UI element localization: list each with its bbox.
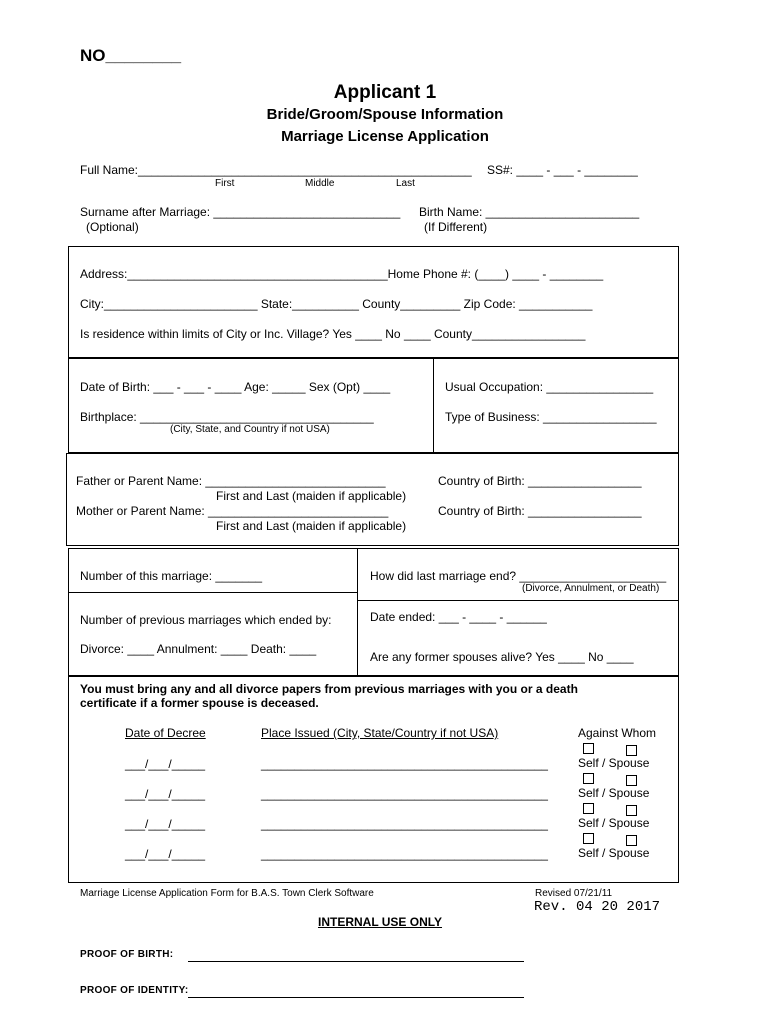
divorce-notice: You must bring any and all divorce papers from previous marriages with you or a death [80, 682, 578, 696]
spouse-checkbox[interactable] [626, 775, 637, 786]
ss-field[interactable]: SS#: ____ - ___ - ________ [487, 163, 638, 177]
self-spouse-label: Self / Spouse [578, 786, 650, 800]
self-checkbox[interactable] [583, 743, 594, 754]
residence-limits-field[interactable]: Is residence within limits of City or Inc. Village? Yes ____ No ____ County_________________ [80, 327, 586, 341]
city-field[interactable]: City:_______________________ State:__________ County_________ Zip Code: ___________ [80, 297, 593, 311]
place-issued-header: Place Issued (City, State/Country if not USA) [261, 726, 499, 740]
spouses-alive-field[interactable]: Are any former spouses alive? Yes ____ No ____ [370, 650, 634, 664]
marriage-row-divider-right [357, 600, 679, 601]
birthplace-field[interactable]: Birthplace: ___________________________________ [80, 410, 374, 424]
mother-note: First and Last (maiden if applicable) [216, 519, 407, 533]
ended-by-field[interactable]: Divorce: ____ Annulment: ____ Death: ____ [80, 642, 317, 656]
decree-date-field[interactable]: ___/___/_____ [125, 817, 206, 831]
decree-place-field[interactable]: ___________________________________________ [261, 787, 548, 801]
against-whom-header: Against Whom [578, 726, 657, 740]
self-checkbox[interactable] [583, 773, 594, 784]
birth-name-field[interactable]: Birth Name: _______________________ [419, 205, 640, 219]
decree-date-field[interactable]: ___/___/_____ [125, 787, 206, 801]
form-name: Marriage License Application Form for B.A.S. Town Clerk Software [80, 888, 374, 899]
self-checkbox[interactable] [583, 833, 594, 844]
revised-date: Revised 07/21/11 [535, 888, 613, 899]
last-label: Last [396, 178, 415, 189]
self-spouse-label: Self / Spouse [578, 756, 650, 770]
mother-country-field[interactable]: Country of Birth: _________________ [438, 504, 642, 518]
spouse-checkbox[interactable] [626, 805, 637, 816]
proof-of-identity-line[interactable] [188, 997, 524, 998]
decree-place-field[interactable]: ___________________________________________ [261, 817, 548, 831]
proof-of-identity-label: PROOF OF IDENTITY: [80, 985, 189, 996]
middle-label: Middle [305, 178, 335, 189]
self-checkbox[interactable] [583, 803, 594, 814]
page-subtitle: Bride/Groom/Spouse Information [266, 106, 504, 123]
if-different-label: (If Different) [424, 220, 488, 234]
father-country-field[interactable]: Country of Birth: _________________ [438, 474, 642, 488]
decree-place-field[interactable]: ___________________________________________ [261, 847, 548, 861]
father-field[interactable]: Father or Parent Name: ___________________________ [76, 474, 386, 488]
address-field[interactable]: Address:_______________________________________Home Phone #: (____) ____ - ________ [80, 267, 604, 281]
how-ended-field[interactable]: How did last marriage end? ______________________ [370, 569, 667, 583]
proof-of-birth-label: PROOF OF BIRTH: [80, 949, 174, 960]
rev-stamp: Rev. 04 20 2017 [534, 899, 661, 915]
first-label: First [215, 178, 235, 189]
birth-divider [433, 358, 434, 453]
dob-field[interactable]: Date of Birth: ___ - ___ - ____ Age: _____ Sex (Opt) ____ [80, 380, 391, 394]
occupation-field[interactable]: Usual Occupation: ________________ [445, 380, 654, 394]
internal-use-heading: INTERNAL USE ONLY [317, 915, 443, 929]
birthplace-note: (City, State, and Country if not USA) [170, 424, 330, 435]
optional-label: (Optional) [86, 220, 139, 234]
decree-date-field[interactable]: ___/___/_____ [125, 847, 206, 861]
date-of-decree-header: Date of Decree [125, 726, 206, 740]
spouse-checkbox[interactable] [626, 745, 637, 756]
decree-place-field[interactable]: ___________________________________________ [261, 757, 548, 771]
marriage-row-divider [68, 592, 357, 593]
spouse-checkbox[interactable] [626, 835, 637, 846]
previous-marriages-label: Number of previous marriages which ended by: [80, 613, 332, 627]
proof-of-birth-line[interactable] [188, 961, 524, 962]
birth-box [68, 358, 679, 453]
form-number: NO________ [80, 46, 182, 65]
self-spouse-label: Self / Spouse [578, 816, 650, 830]
page-title: Applicant 1 [333, 82, 437, 103]
divorce-notice-2: certificate if a former spouse is deceased. [80, 696, 319, 710]
marriage-divider [357, 548, 358, 676]
page-subtitle-2: Marriage License Application [281, 128, 489, 145]
how-ended-note: (Divorce, Annulment, or Death) [522, 583, 660, 594]
father-note: First and Last (maiden if applicable) [216, 489, 407, 503]
marriage-number-field[interactable]: Number of this marriage: _______ [80, 569, 263, 583]
mother-field[interactable]: Mother or Parent Name: ___________________________ [76, 504, 389, 518]
business-field[interactable]: Type of Business: _________________ [445, 410, 657, 424]
full-name-field[interactable]: Full Name:__________________________________________________ [80, 163, 472, 177]
surname-field[interactable]: Surname after Marriage: ____________________________ [80, 205, 401, 219]
date-ended-field[interactable]: Date ended: ___ - ____ - ______ [370, 610, 547, 624]
self-spouse-label: Self / Spouse [578, 846, 650, 860]
decree-date-field[interactable]: ___/___/_____ [125, 757, 206, 771]
